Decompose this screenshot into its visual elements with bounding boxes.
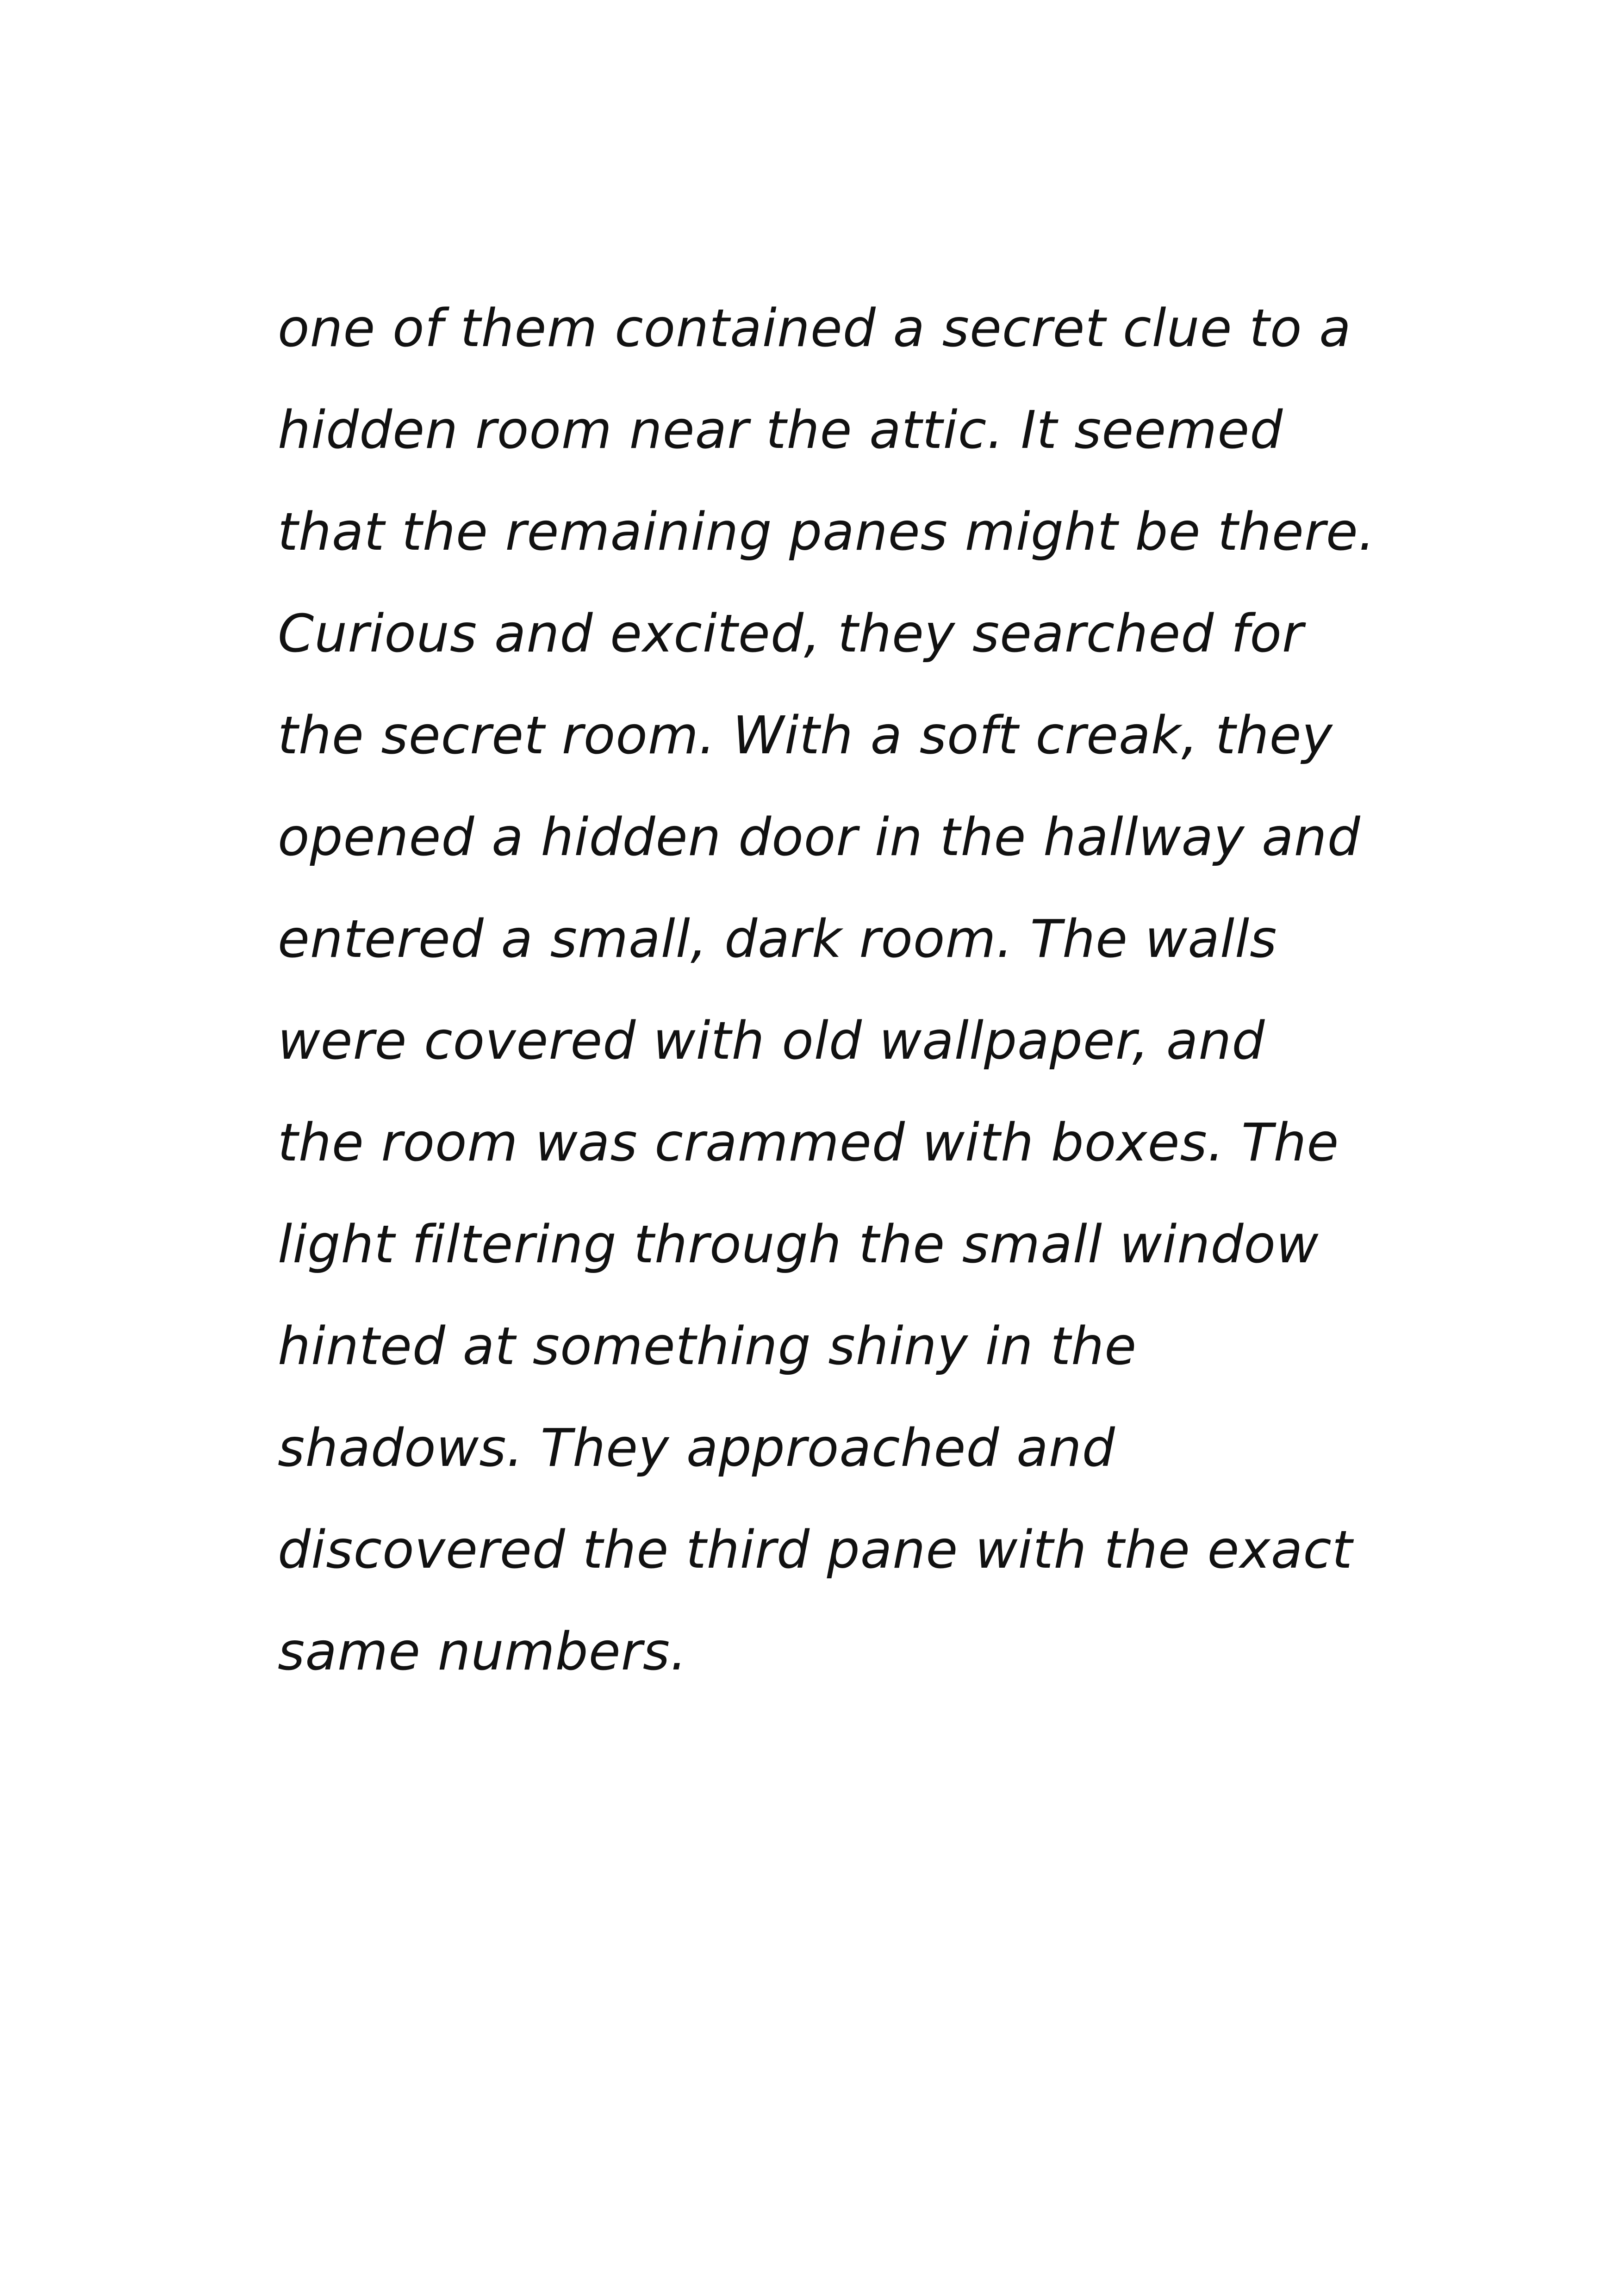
text-line: shadows. They approached and	[278, 1418, 1115, 1478]
text-line: Curious and excited, they searched for	[278, 604, 1304, 664]
text-line: the secret room. With a soft creak, they	[278, 706, 1333, 766]
text-line: hinted at something shiny in the	[278, 1316, 1137, 1377]
text-line: discovered the third pane with the exact	[278, 1520, 1353, 1580]
text-line: same numbers.	[278, 1622, 687, 1682]
text-line: entered a small, dark room. The walls	[278, 909, 1277, 969]
text-line: the room was crammed with boxes. The	[278, 1113, 1339, 1173]
body-text	[278, 278, 1435, 1703]
text-line: light filtering through the small window	[278, 1215, 1319, 1275]
text-line: opened a hidden door in the hallway and	[278, 807, 1361, 868]
text-line: hidden room near the attic. It seemed	[278, 400, 1283, 460]
text-line: that the remaining panes might be there.	[278, 502, 1376, 562]
text-line: were covered with old wallpaper, and	[278, 1011, 1265, 1071]
text-line: one of them contained a secret clue to a	[278, 298, 1351, 359]
